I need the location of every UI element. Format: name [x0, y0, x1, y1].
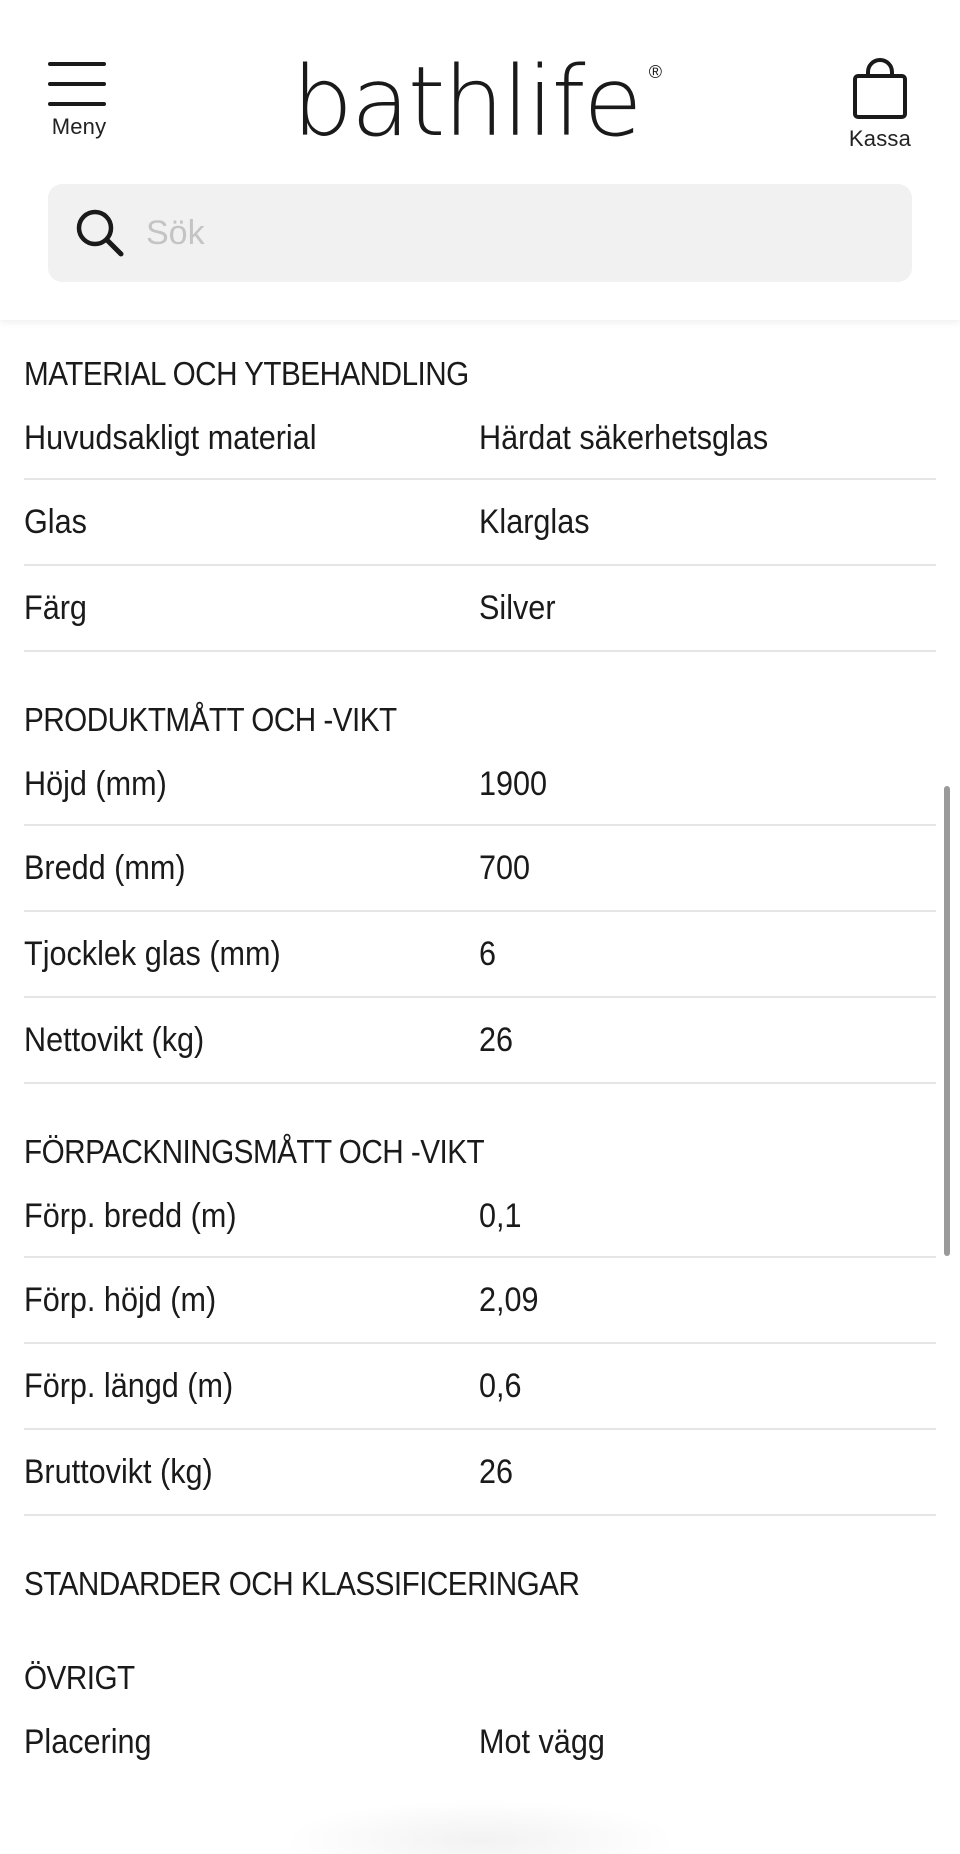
hamburger-icon: [48, 60, 106, 108]
spec-row: [24, 998, 936, 1084]
spec-row: [24, 1176, 936, 1258]
cart-label: Kassa: [848, 126, 912, 151]
spec-row: [24, 1430, 936, 1516]
spec-row: [24, 744, 936, 826]
spec-value: 6: [479, 934, 497, 973]
shopping-bag-icon: [852, 58, 908, 120]
spec-label: Tjocklek glas (mm): [24, 934, 281, 973]
logo-text: bathlife: [292, 46, 641, 158]
scrollbar[interactable]: [944, 786, 950, 1256]
spec-label: Bredd (mm): [24, 848, 186, 887]
spec-section-product-dimensions: [24, 652, 936, 1084]
section-title: MATERIAL OCH YTBEHANDLING: [24, 355, 469, 392]
spec-row: [24, 480, 936, 566]
section-title: FÖRPACKNINGSMÅTT OCH -VIKT: [24, 1133, 485, 1170]
spec-section-standards: [24, 1516, 936, 1608]
spec-value: 0,6: [479, 1366, 522, 1405]
cart-button[interactable]: [840, 58, 920, 154]
search-input[interactable]: [144, 213, 868, 254]
spec-label: Förp. bredd (m): [24, 1196, 237, 1235]
spec-value: 26: [479, 1452, 514, 1491]
spec-label: Bruttovikt (kg): [24, 1452, 213, 1491]
spec-label: Huvudsakligt material: [24, 418, 317, 457]
spec-label: Glas: [24, 502, 87, 541]
spec-row: [24, 912, 936, 998]
section-title: STANDARDER OCH KLASSIFICERINGAR: [24, 1565, 580, 1602]
spec-label: Höjd (mm): [24, 764, 167, 803]
bottom-shadow: [280, 1800, 680, 1854]
spec-label: Förp. längd (m): [24, 1366, 234, 1405]
spec-value: Klarglas: [479, 502, 590, 541]
registered-mark: ®: [648, 62, 662, 82]
menu-button[interactable]: [40, 60, 118, 150]
search-icon[interactable]: [70, 203, 130, 263]
spec-row: [24, 398, 936, 480]
spec-label: Placering: [24, 1722, 152, 1761]
spec-value: 2,09: [479, 1280, 539, 1319]
spec-section-material: [24, 320, 936, 652]
spec-label: Nettovikt (kg): [24, 1020, 205, 1059]
spec-row: [24, 1344, 936, 1430]
spec-row: [24, 826, 936, 912]
spec-section-other: [24, 1608, 936, 1782]
spec-value: 1900: [479, 764, 548, 803]
spec-label: Förp. höjd (m): [24, 1280, 217, 1319]
search-bar[interactable]: [48, 184, 912, 282]
spec-row: [24, 1258, 936, 1344]
logo[interactable]: [292, 46, 668, 158]
spec-value: 26: [479, 1020, 514, 1059]
spec-label: Färg: [24, 588, 87, 627]
spec-value: Silver: [479, 588, 556, 627]
site-header: [0, 0, 960, 320]
section-title: ÖVRIGT: [24, 1659, 135, 1696]
spec-row: [24, 566, 936, 652]
menu-label: Meny: [51, 114, 107, 139]
spec-value: Härdat säkerhetsglas: [479, 418, 769, 457]
spec-section-packaging: [24, 1084, 936, 1516]
specifications: [24, 320, 936, 1782]
spec-value: 0,1: [479, 1196, 522, 1235]
spec-row: [24, 1702, 936, 1782]
spec-value: 700: [479, 848, 531, 887]
spec-value: Mot vägg: [479, 1722, 605, 1761]
section-title: PRODUKTMÅTT OCH -VIKT: [24, 701, 397, 738]
